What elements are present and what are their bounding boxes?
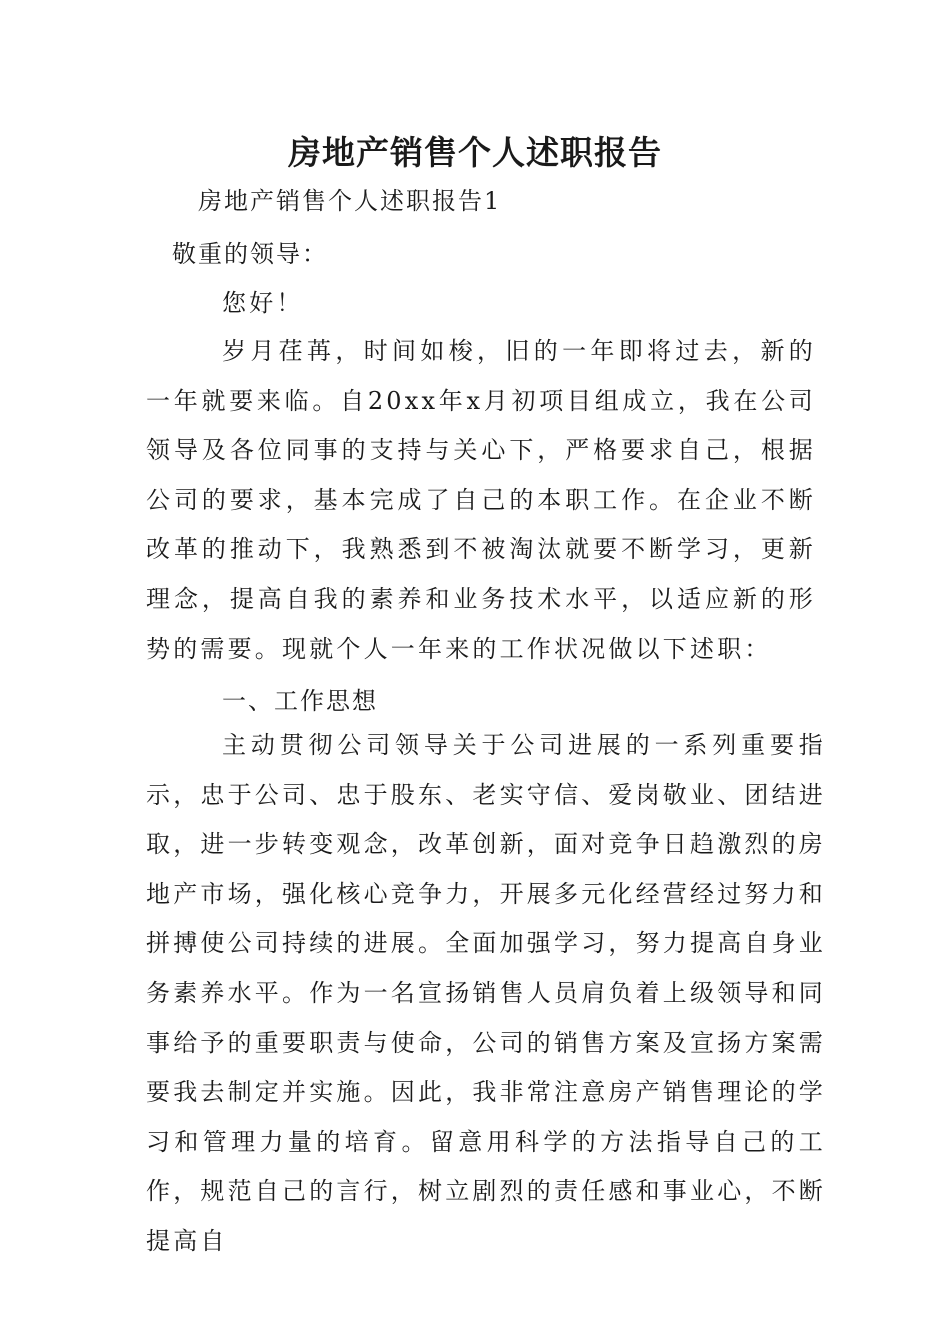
section-heading-work-thought: 一、工作思想	[222, 687, 378, 715]
document-subtitle: 房地产销售个人述职报告1	[198, 187, 502, 215]
salutation: 敬重的领导：	[172, 240, 328, 268]
body-paragraph-1: 岁月荏苒，时间如梭，旧的一年即将过去，新的一年就要来临。自20xx年x月初项目组成立，我在公司领导及各位同事的支持与关心下，严格要求自己，根据公司的要求，基本完成了自己的本职工作。在企业不断改革的推动下，我熟悉到不被淘汰就要不断学习，更新理念，提高自我的素养和业务技术水平，以适应新的形势的需要。现就个人一年来的工作状况做以下述职：	[146, 337, 816, 663]
greeting: 您好！	[222, 289, 304, 317]
body-paragraph-2: 主动贯彻公司领导关于公司进展的一系列重要指示，忠于公司、忠于股东、老实守信、爱岗敬业、团结进取，进一步转变观念，改革创新，面对竞争日趋激烈的房地产市场，强化核心竞争力，开展多元化经营经过努力和拼搏使公司持续的进展。全面加强学习，努力提高自身业务素养水平。作为一名宣扬销售人员肩负着上级领导和同事给予的重要职责与使命，公司的销售方案及宣扬方案需要我去制定并实施。因此，我非常注意房产销售理论的学习和管理力量的培育。留意用科学的方法指导自己的工作，规范自己的言行，树立剧烈的责任感和事业心，不断提高自	[146, 731, 826, 1255]
document-title: 房地产销售个人述职报告	[288, 133, 662, 172]
